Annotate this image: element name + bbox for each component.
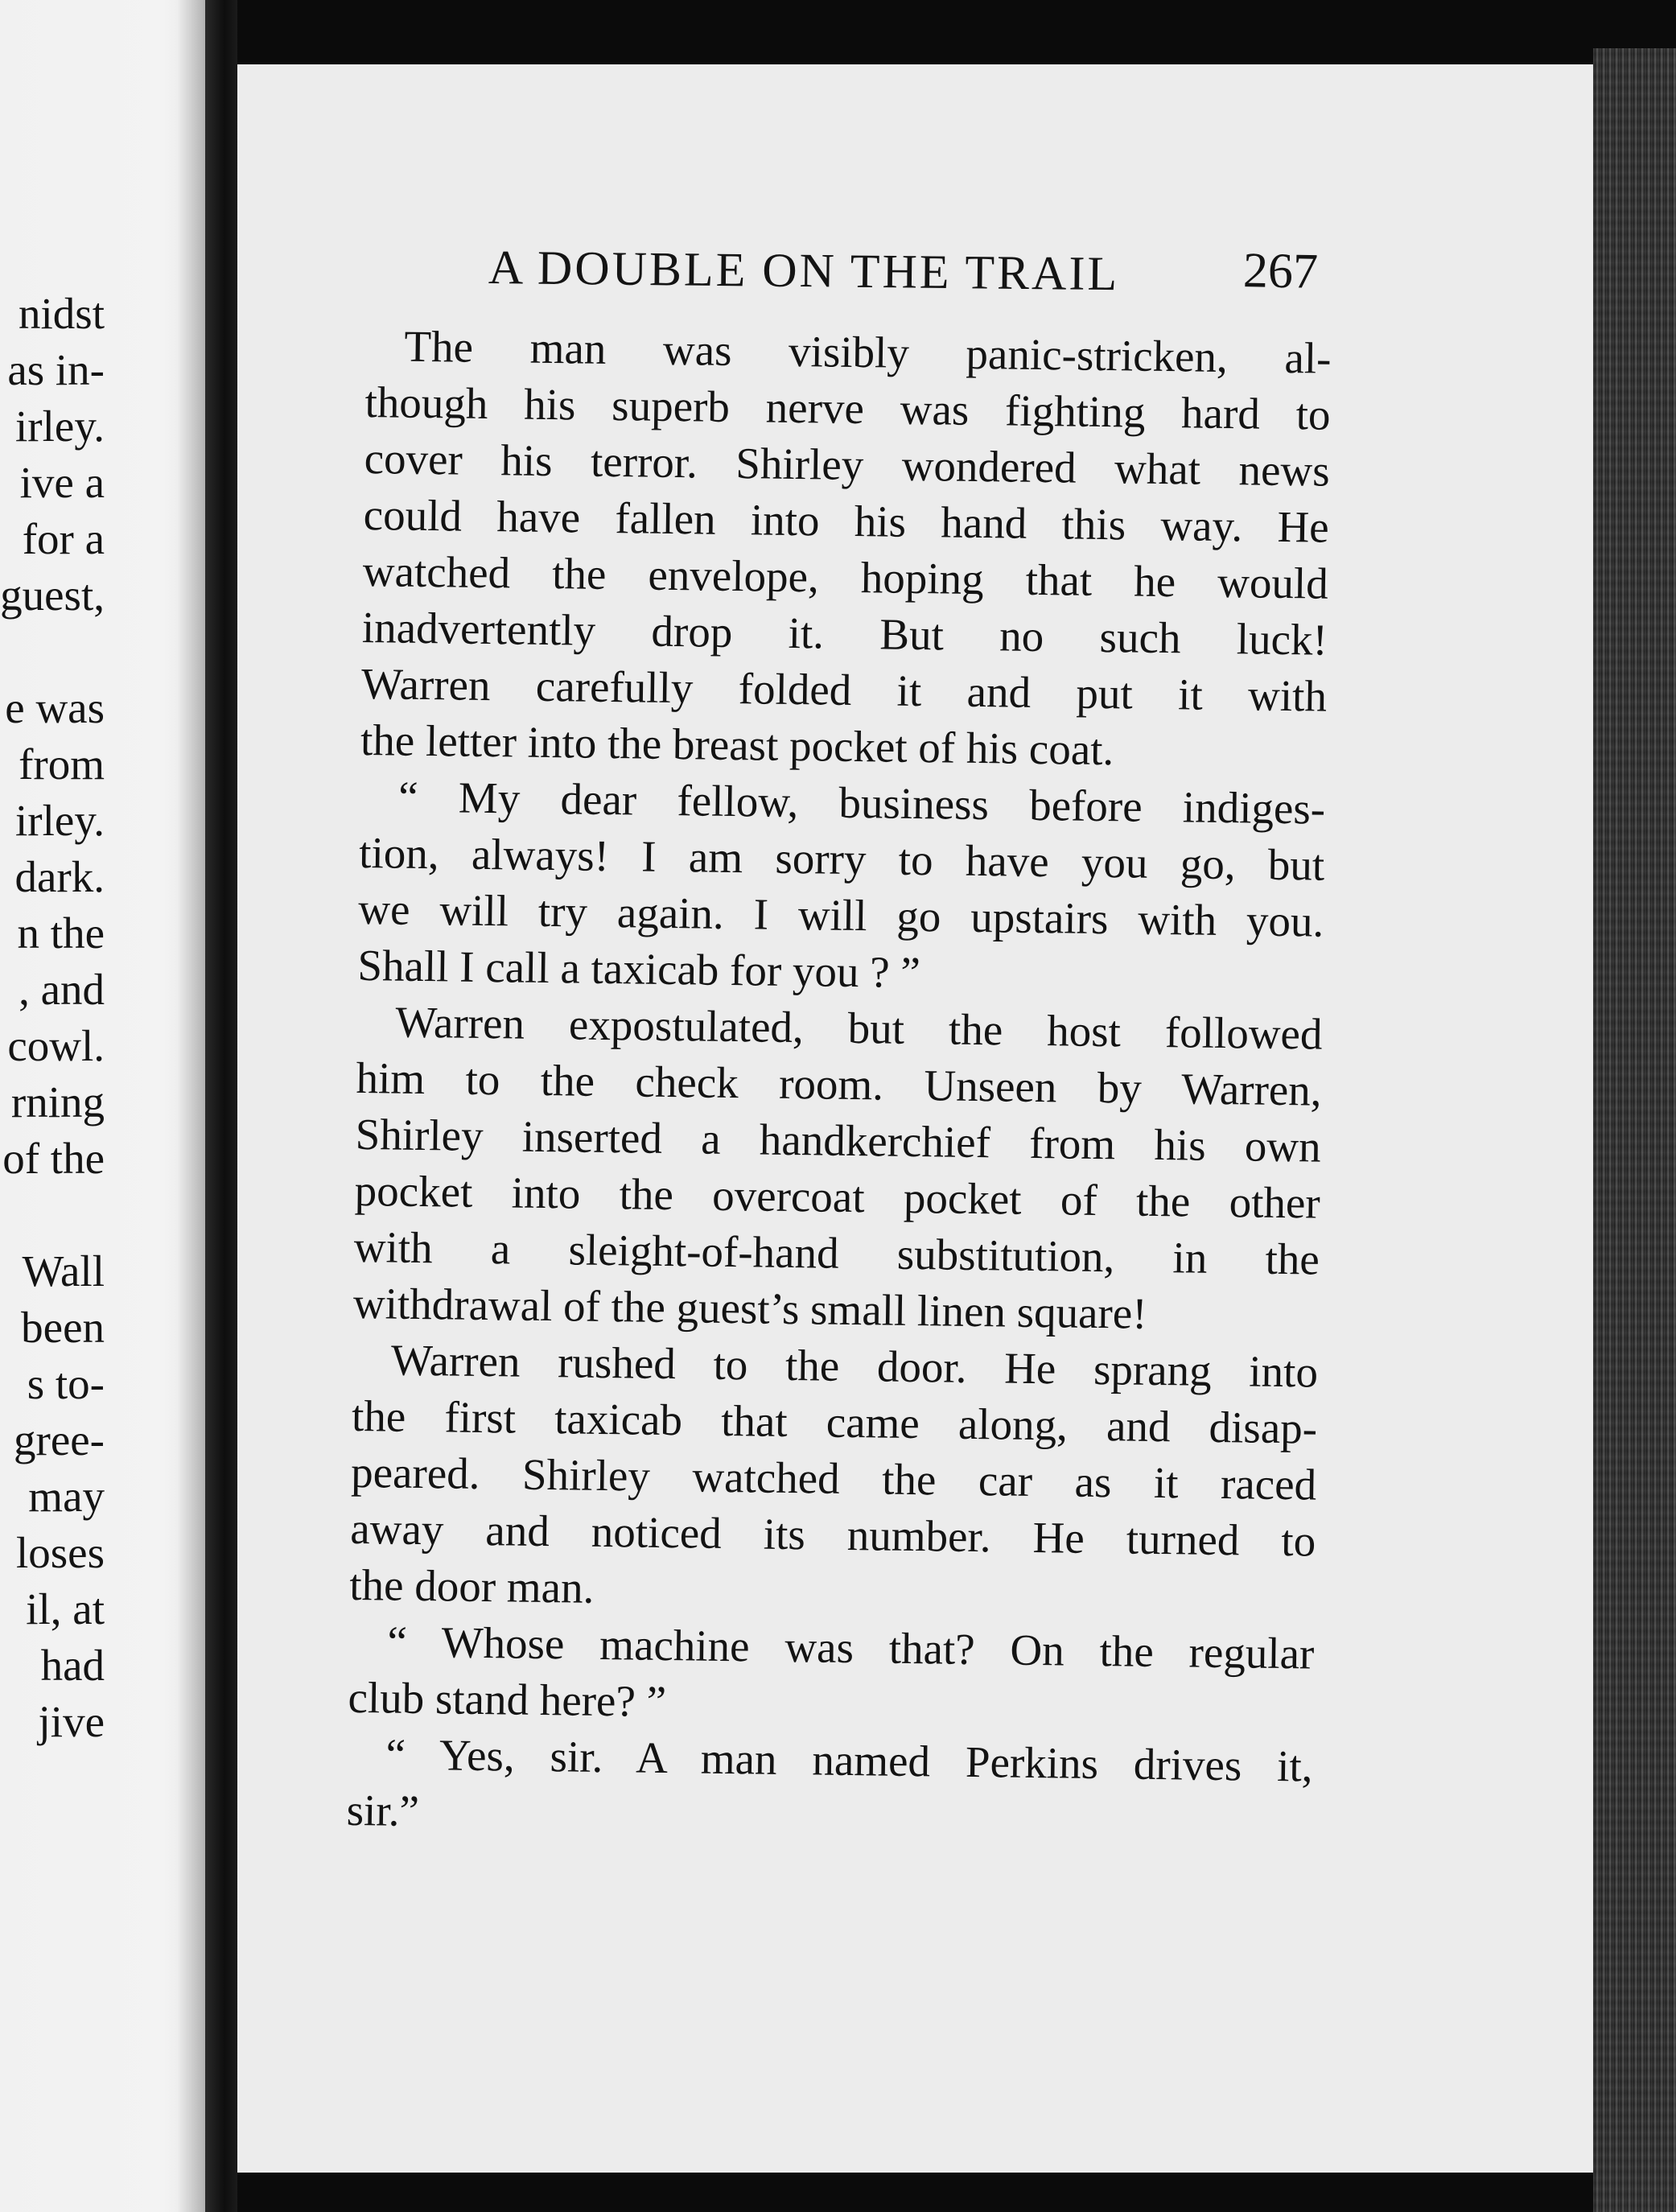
- text-line: the first taxicab that came along, and disap-: [351, 1390, 1318, 1453]
- text-line: away and noticed its number. He turned to: [349, 1503, 1316, 1566]
- text-line: Shall I call a taxicab for you ? ”: [357, 940, 921, 998]
- facing-page-fragment: of the: [2, 1134, 105, 1183]
- text-line: The man was visibly panic-stricken, al-: [404, 321, 1332, 383]
- text-line: we will try again. I will go upstairs with you.: [357, 884, 1324, 946]
- text-line: Warren carefully folded it and put it with: [360, 658, 1328, 721]
- facing-page-fragment: from: [19, 739, 105, 789]
- page-267: [237, 64, 1593, 2173]
- text-line: pocket into the overcoat pocket of the other: [354, 1165, 1321, 1228]
- text-line: could have fallen into his hand this way. He: [363, 489, 1330, 552]
- page-edges: [1593, 48, 1676, 2212]
- facing-page-text-fragments: [0, 286, 105, 1750]
- facing-page-fragment: as in-: [7, 345, 105, 394]
- facing-page-left: [0, 0, 205, 2212]
- text-line: Warren rushed to the door. He sprang into: [390, 1335, 1319, 1397]
- body-text: [346, 318, 1332, 1852]
- gutter-shadow: [177, 0, 209, 2212]
- text-line: him to the check room. Unseen by Warren,: [356, 1052, 1322, 1115]
- running-title: A DOUBLE ON THE TRAIL: [488, 241, 1120, 301]
- facing-page-fragment: s to-: [27, 1359, 105, 1408]
- facing-page-fragment: guest,: [0, 571, 105, 620]
- facing-page-fragment: for a: [22, 514, 105, 563]
- text-line: Shirley inserted a handkerchief from his own: [355, 1109, 1322, 1172]
- text-line: the door man.: [348, 1559, 595, 1613]
- text-line: with a sleight-of-hand substitution, in the: [353, 1221, 1320, 1284]
- page-number: 267: [1242, 243, 1319, 299]
- facing-page-fragment: loses: [16, 1528, 105, 1577]
- text-line: cover his terror. Shirley wondered what news: [364, 433, 1331, 496]
- facing-page-fragment: cowl.: [7, 1021, 105, 1070]
- text-line: inadvertently drop it. But no such luck!: [361, 602, 1328, 665]
- text-line: “ Whose machine was that? On the regular: [387, 1617, 1315, 1679]
- text-line: tion, always! I am sorry to have you go, but: [358, 827, 1325, 890]
- text-line: watched the envelope, hoping that he would: [362, 546, 1329, 608]
- text-line: though his superb nerve was fighting hard to: [364, 377, 1331, 439]
- facing-page-fragment: n the: [17, 908, 105, 958]
- running-header: [237, 240, 1597, 312]
- text-line: “ My dear fellow, business before indiges-: [397, 772, 1326, 834]
- text-line: “ Yes, sir. A man named Perkins drives it,: [385, 1729, 1313, 1791]
- facing-page-fragment: gree-: [14, 1415, 105, 1464]
- text-line: peared. Shirley watched the car as it raced: [350, 1447, 1317, 1510]
- text-line: withdrawal of the guest’s small linen square!: [352, 1278, 1147, 1338]
- facing-page-fragment: may: [28, 1472, 105, 1521]
- facing-page-fragment: jive: [38, 1697, 105, 1746]
- facing-page-fragment: ive a: [19, 458, 105, 507]
- facing-page-fragment: rning: [10, 1077, 105, 1127]
- facing-page-fragment: irley.: [15, 796, 105, 845]
- facing-page-fragment: Wall: [22, 1246, 105, 1295]
- text-line: the letter into the breast pocket of his coat.: [360, 715, 1114, 775]
- facing-page-fragment: il, at: [26, 1584, 105, 1633]
- facing-page-fragment: had: [40, 1641, 105, 1690]
- facing-page-fragment: , and: [19, 965, 105, 1014]
- facing-page-fragment: nidst: [19, 289, 105, 338]
- book-gutter: [205, 0, 237, 2212]
- text-line: Warren expostulated, but the host followed: [395, 997, 1323, 1059]
- facing-page-fragment: dark.: [14, 852, 105, 901]
- facing-page-fragment: e was: [5, 683, 105, 732]
- facing-page-fragment: been: [21, 1303, 105, 1352]
- text-line: club stand here? ”: [348, 1672, 667, 1727]
- facing-page-fragment: irley.: [15, 402, 105, 451]
- text-line: sir.”: [346, 1785, 420, 1836]
